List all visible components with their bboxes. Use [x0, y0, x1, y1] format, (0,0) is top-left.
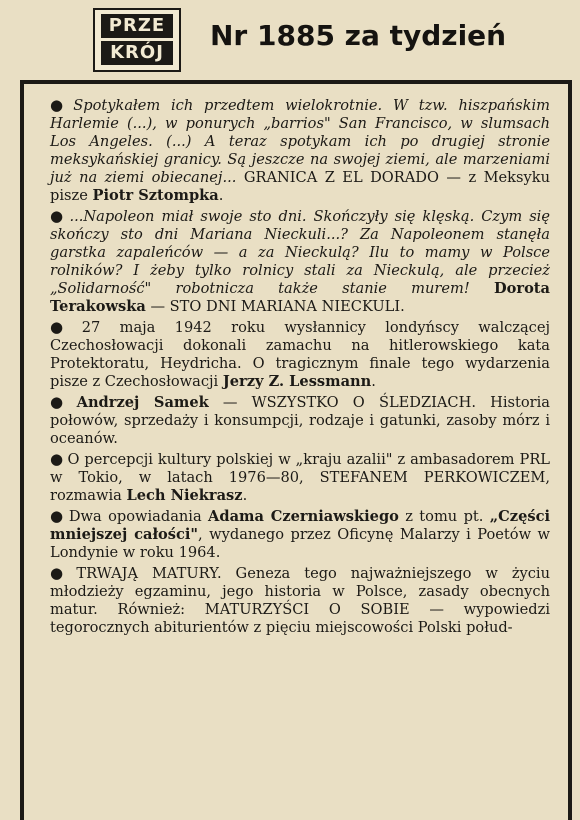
item-text [470, 280, 494, 297]
item-author: Dorota Terakowska [50, 280, 550, 315]
header [0, 0, 580, 80]
item-tail: , wydanego przez Oficynę Malarzy i Poetów w Londynie w roku 1964. [50, 526, 550, 561]
item-text: Dwa opowiadania [68, 508, 209, 525]
bullet-icon: ● [50, 507, 65, 525]
item-text: O percepcji kultury polskiej w „kraju azalii" z ambasadorem PRL w Tokio, w latach 1976—80, STEFANEM PERKOWICZEM, rozmawia [50, 451, 550, 504]
list-item [50, 393, 550, 448]
item-author: Lech Niekrasz [126, 487, 243, 504]
bullet-icon: ● [50, 318, 78, 336]
item-author: Andrzej Samek [76, 394, 209, 411]
list-item [50, 564, 550, 637]
przekroj-logo [93, 8, 181, 72]
item-tail: — STO DNI MARIANA NIECKULI. [145, 298, 405, 315]
item-quote: ...Napoleon miał swoje sto dni. Skończyły się klęską. Czym się skończy sto dni Mariana Nieckuli...? Za Napoleonem stanęła garstka zapaleńców — a za Nieckulą? Ilu to mamy w Polsce rolników? I żeby tylko rolnicy stali za Nieckulą, ale przecież „Solidarność" robotnicza także stanie murem! [50, 208, 550, 297]
list-item [50, 96, 550, 205]
item-text: 27 maja 1942 roku wysłannicy londyńscy walczącej Czechosłowacji dokonali zamachu na hitlerowskiego kata Protektoratu, Heydricha. O tragicznym finale tego wydarzenia pisze z Czechosłowacji [50, 319, 551, 390]
bullet-icon: ● [50, 564, 73, 582]
item-text: TRWAJĄ MATURY. Geneza tego najważniejszego w życiu młodzieży egzaminu, jego historia w Polsce, zasady obecnych matur. Również: MATURZYŚCI O SOBIE — wypowiedzi tegorocznych abiturientów z pięciu miejscowości Polski połud- [50, 565, 551, 636]
list-item [50, 318, 550, 391]
list-item [50, 507, 550, 562]
logo-bottom-text: KRÓJ [101, 41, 173, 65]
item-author: Adama Czerniawskiego [208, 508, 399, 525]
issue-title: Nr 1885 za tydzień [210, 19, 507, 52]
item-tail: . [218, 187, 224, 204]
item-author: Piotr Sztompka [92, 187, 219, 204]
item-tail: . [371, 373, 376, 390]
bullet-icon: ● [50, 393, 73, 411]
list-item [50, 450, 550, 505]
bullet-icon: ● [50, 207, 66, 225]
item-tail: . [242, 487, 248, 504]
bullet-icon: ● [50, 450, 64, 468]
item-text: GRANICA Z EL DORADO — z Meksyku pisze [50, 169, 550, 204]
item-tail: z tomu pt. [398, 508, 490, 525]
item-book-title: „Części mniejszej całości" [50, 508, 551, 543]
item-quote: Spotykałem ich przedtem wielokrotnie. W tzw. hiszpańskim Harlemie (...), w ponurych „barrios" San Francisco, w slumsach Los Angeles. (...) A teraz spotykam ich po drugiej stronie meksykańskiej granicy. Są jeszcze na swojej ziemi, ale marzeniami już na ziemi obiecanej... [50, 97, 550, 186]
item-text: — WSZYSTKO O ŚLEDZIACH. Historia połowów, sprzedaży i konsumpcji, rodzaje i gatunki, zasoby mórz i oceanów. [50, 394, 551, 447]
bullet-icon: ● [50, 96, 70, 114]
contents-list [50, 96, 550, 639]
list-item [50, 207, 550, 316]
logo-top-text: PRZE [101, 14, 173, 38]
item-author: Jerzy Z. Lessmann [222, 373, 372, 390]
